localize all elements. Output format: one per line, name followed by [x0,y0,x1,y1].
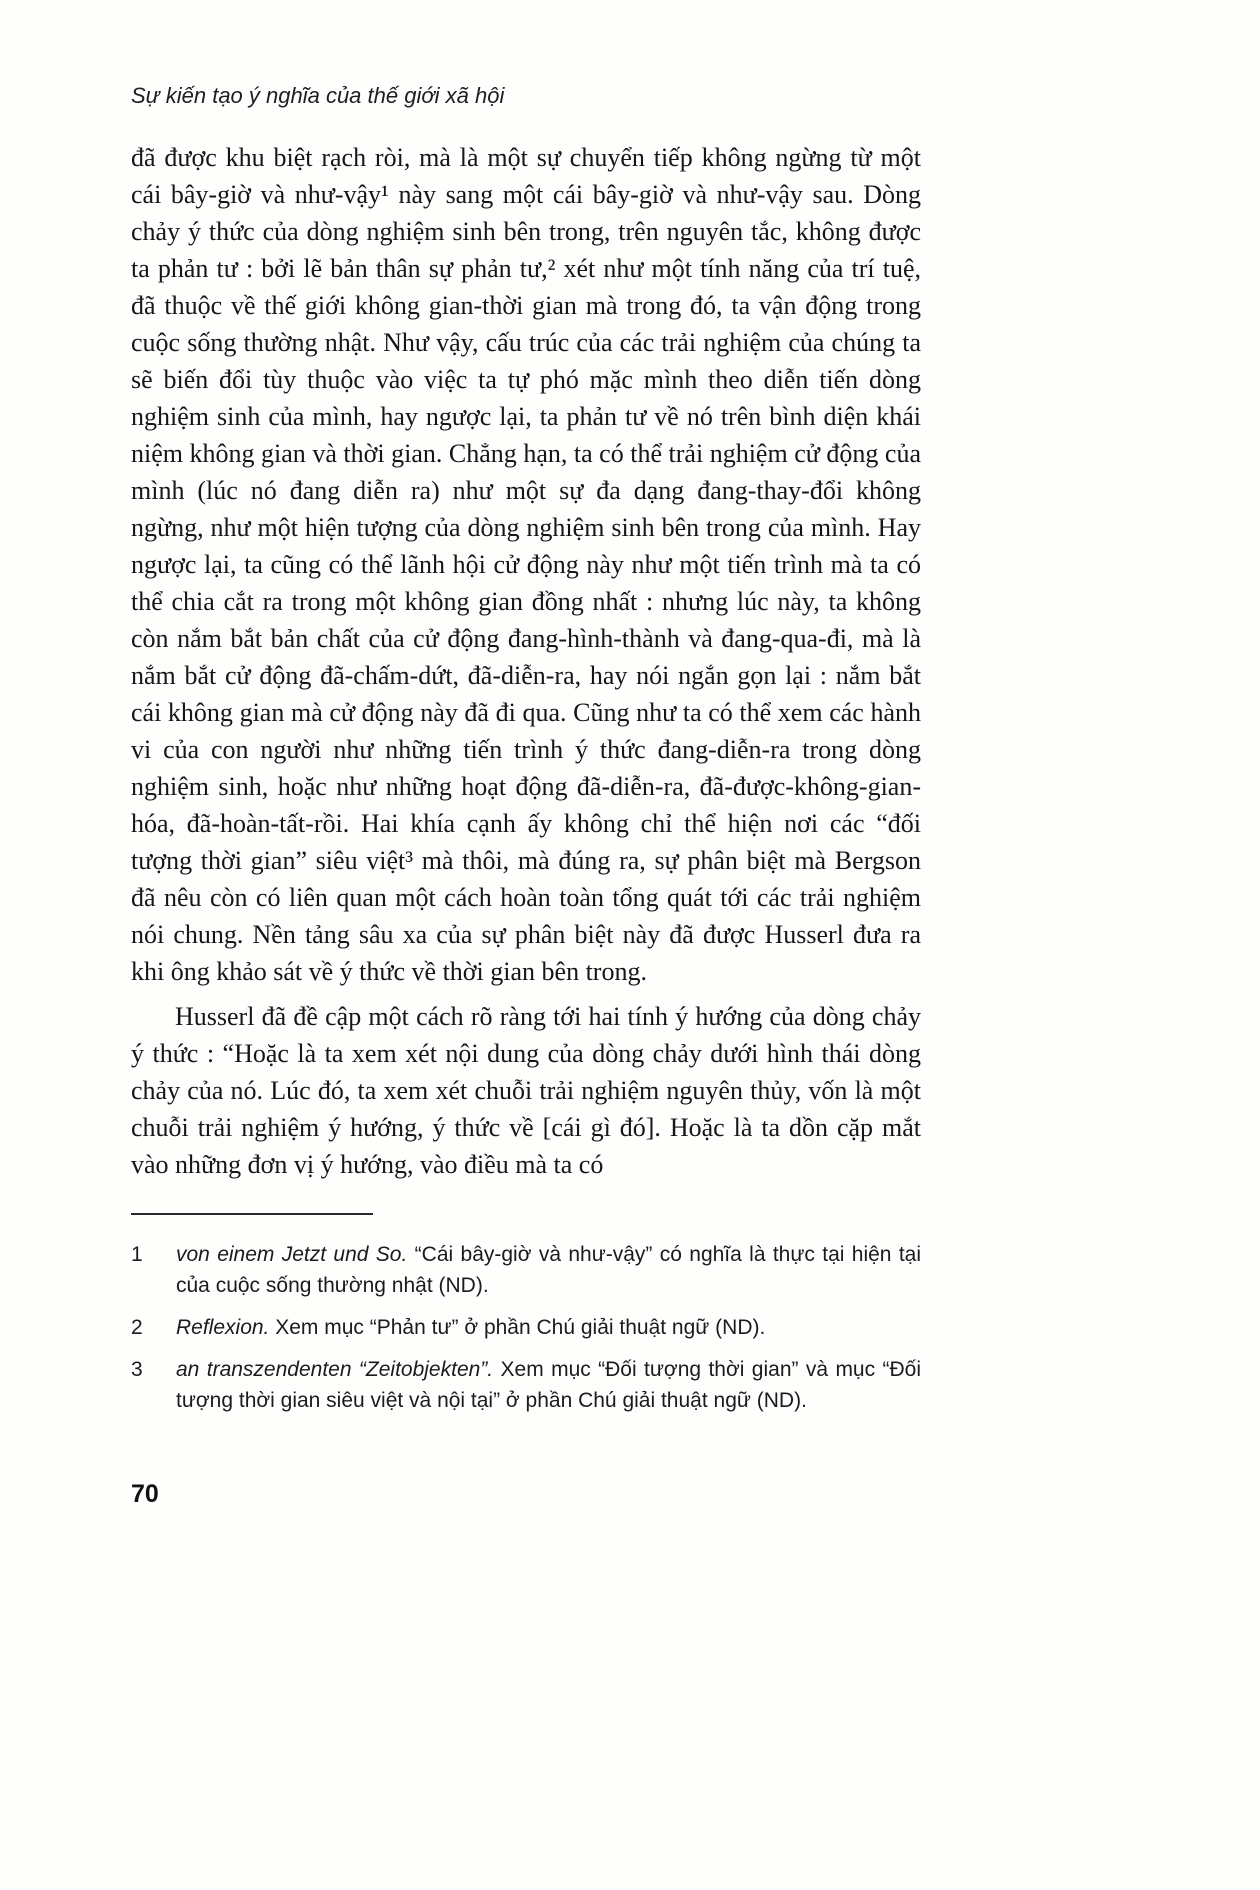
footnote-1-rest: “Cái bây-giờ và như-vậy” có nghĩa là thực tại hiện tại của cuộc sống thường nhật (ND). [176,1243,921,1297]
footnote-2-rest: Xem mục “Phản tư” ở phần Chú giải thuật ngữ (ND). [269,1316,766,1339]
running-head: Sự kiến tạo ý nghĩa của thế giới xã hội [131,83,505,108]
footnote-3-lead-italic: an transzendenten “Zeitobjekten”. [176,1358,494,1381]
footnote-1-text [176,1239,921,1301]
body-text [131,139,921,1416]
footnotes-section [131,1239,921,1416]
footnote-1-lead-italic: von einem Jetzt und So. [176,1243,408,1266]
footnote-3-number: 3 [131,1358,143,1381]
footnote-2 [131,1312,921,1343]
paragraph-2: Husserl đã đề cập một cách rõ ràng tới hai tính ý hướng của dòng chảy ý thức : “Hoặc là ta xem xét nội dung của dòng chảy dưới hình thái dòng chảy của nó. Lúc đó, ta xem xét chuỗi trải nghiệm nguyên thủy, vốn là một chuỗi trải nghiệm ý hướng, ý thức về [cái gì đó]. Hoặc là ta dồn cặp mắt vào những đơn vị ý hướng, vào điều mà ta có [131,1002,921,1179]
footnote-2-lead-italic: Reflexion. [176,1316,270,1339]
footnote-3 [131,1354,921,1416]
footnote-1 [131,1239,921,1301]
footnote-2-number: 2 [131,1316,143,1339]
footnote-3-text [176,1354,921,1416]
footnote-1-number: 1 [131,1243,143,1266]
footnote-3-rest: Xem mục “Đối tượng thời gian” và mục “Đối tượng thời gian siêu việt và nội tại” ở phần Chú giải thuật ngữ (ND). [176,1358,922,1412]
paragraph-1: đã được khu biệt rạch ròi, mà là một sự chuyển tiếp không ngừng từ một cái bây-giờ và như-vậy¹ này sang một cái bây-giờ và như-vậy sau. Dòng chảy ý thức của dòng nghiệm sinh bên trong, trên nguyên tắc, không được ta phản tư : bởi lẽ bản thân sự phản tư,² xét như một tính năng của trí tuệ, đã thuộc về thế giới không gian-thời gian mà trong đó, ta vận động trong cuộc sống thường nhật. Như vậy, cấu trúc của các trải nghiệm của chúng ta sẽ biến đổi tùy thuộc vào việc ta tự phó mặc mình theo diễn tiến dòng nghiệm sinh của mình, hay ngược lại, ta phản tư về nó trên bình diện khái niệm không gian và thời gian. Chẳng hạn, ta có thể trải nghiệm cử động của mình (lúc nó đang diễn ra) như một sự đa dạng đang-thay-đổi không ngừng, như một hiện tượng của dòng nghiệm sinh bên trong của mình. Hay ngược lại, ta cũng có thể lãnh hội cử động này như một tiến trình mà ta có thể chia cắt ra trong một không gian đồng nhất : nhưng lúc này, ta không còn nắm bắt bản chất của cử động đang-hình-thành và đang-qua-đi, mà là nắm bắt cử động đã-chấm-dứt, đã-diễn-ra, hay nói ngắn gọn lại : nắm bắt cái không gian mà cử động này đã đi qua. Cũng như ta có thể xem các hành vi của con người như những tiến trình ý thức đang-diễn-ra trong dòng nghiệm sinh, hoặc như những hoạt động đã-diễn-ra, đã-được-không-gian-hóa, đã-hoàn-tất-rồi. Hai khía cạnh ấy không chỉ thể hiện nơi các “đối tượng thời gian” siêu việt³ mà thôi, mà đúng ra, sự phân biệt mà Bergson đã nêu còn có liên quan một cách hoàn toàn tổng quát tới các trải nghiệm nói chung. Nền tảng sâu xa của sự phân biệt này đã được Husserl đưa ra khi ông khảo sát về ý thức về thời gian bên trong. [131,143,921,986]
footnote-2-text [176,1312,921,1343]
footnote-rule [131,1213,373,1215]
page-number: 70 [131,1480,159,1508]
